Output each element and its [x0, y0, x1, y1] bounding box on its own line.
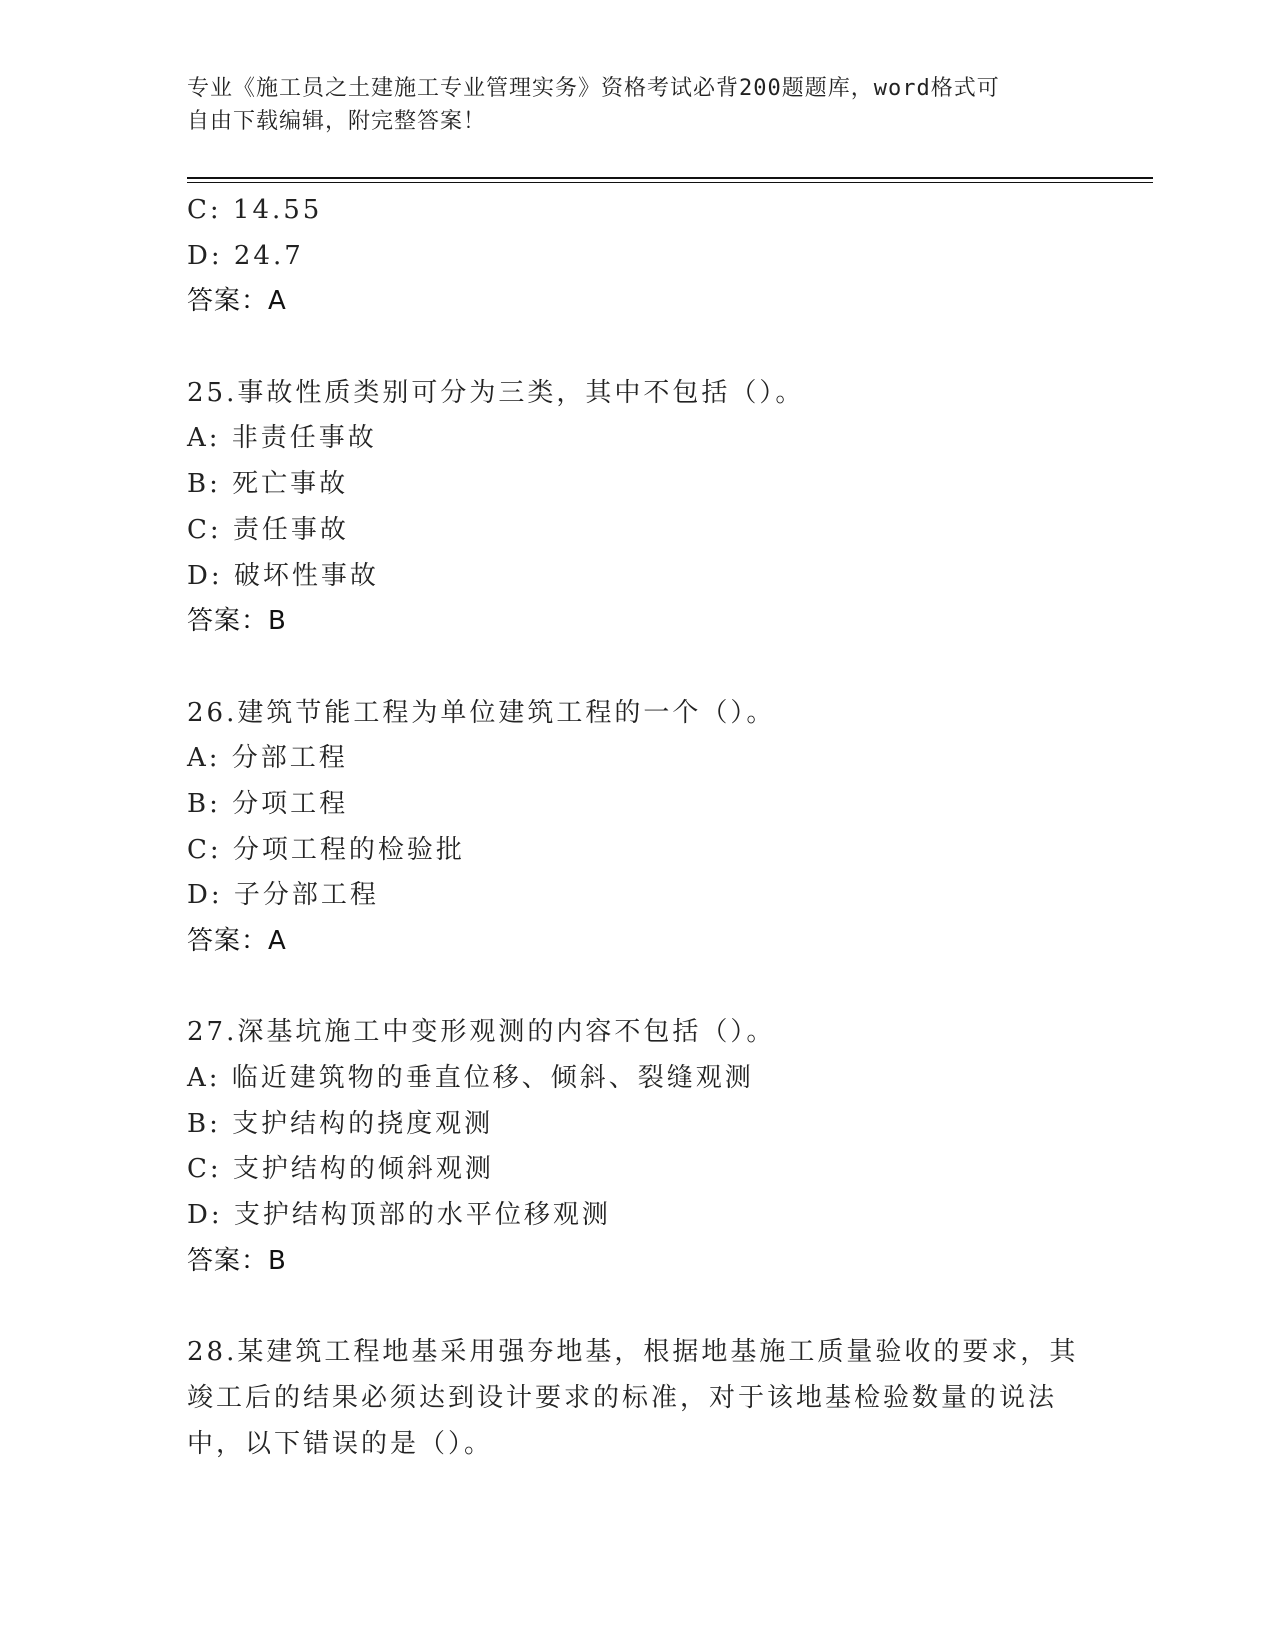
prev-answer: 答案：A — [187, 286, 287, 317]
question-25-option-d: D: 破坏性事故 — [187, 560, 379, 591]
question-25-option-b: B: 死亡事故 — [187, 469, 349, 500]
spacer — [187, 645, 1087, 691]
question-26-answer: 答案：A — [187, 926, 287, 956]
question-26-option-c: C: 分项工程的检验批 — [187, 834, 465, 865]
question-25-option-c: C: 责任事故 — [187, 514, 349, 545]
header-line-1: 专业《施工员之土建施工专业管理实务》资格考试必背200题题库，word格式可 — [187, 76, 1000, 101]
spacer — [187, 325, 1087, 371]
question-27-option-c: C: 支护结构的倾斜观测 — [187, 1154, 494, 1185]
question-content — [187, 188, 1087, 1467]
question-26-option-b: B: 分项工程 — [187, 788, 349, 819]
prev-option-d: D: 24.7 — [187, 240, 304, 271]
question-28-stem-line-1: 28.某建筑工程地基采用强夯地基，根据地基施工质量验收的要求，其 — [187, 1337, 1079, 1368]
question-25-option-a: A: 非责任事故 — [187, 423, 377, 454]
question-25-answer: 答案：B — [187, 606, 287, 637]
question-27-option-d: D: 支护结构顶部的水平位移观测 — [187, 1200, 611, 1231]
question-28-stem-line-3: 中，以下错误的是（）。 — [187, 1428, 494, 1459]
header-rule-thick — [187, 177, 1153, 179]
spacer — [187, 1285, 1087, 1331]
question-26-stem: 26.建筑节能工程为单位建筑工程的一个（）。 — [187, 697, 776, 728]
document-header — [187, 72, 1067, 138]
spacer — [187, 965, 1087, 1011]
question-27-option-b: B: 支护结构的挠度观测 — [187, 1108, 494, 1139]
question-27-option-a: A: 临近建筑物的垂直位移、倾斜、裂缝观测 — [187, 1063, 754, 1094]
question-27-stem: 27.深基坑施工中变形观测的内容不包括（）。 — [187, 1017, 776, 1048]
question-26-option-a: A: 分部工程 — [187, 743, 348, 774]
header-rule-thin — [187, 182, 1153, 183]
question-28-stem-line-2: 竣工后的结果必须达到设计要求的标准，对于该地基检验数量的说法 — [187, 1382, 1058, 1413]
question-26-option-d: D: 子分部工程 — [187, 880, 379, 911]
header-line-2: 自由下载编辑，附完整答案！ — [187, 109, 487, 134]
question-25-stem: 25.事故性质类别可分为三类，其中不包括（）。 — [187, 377, 805, 408]
question-27-answer: 答案：B — [187, 1245, 287, 1276]
prev-option-c: C: 14.55 — [187, 195, 323, 225]
